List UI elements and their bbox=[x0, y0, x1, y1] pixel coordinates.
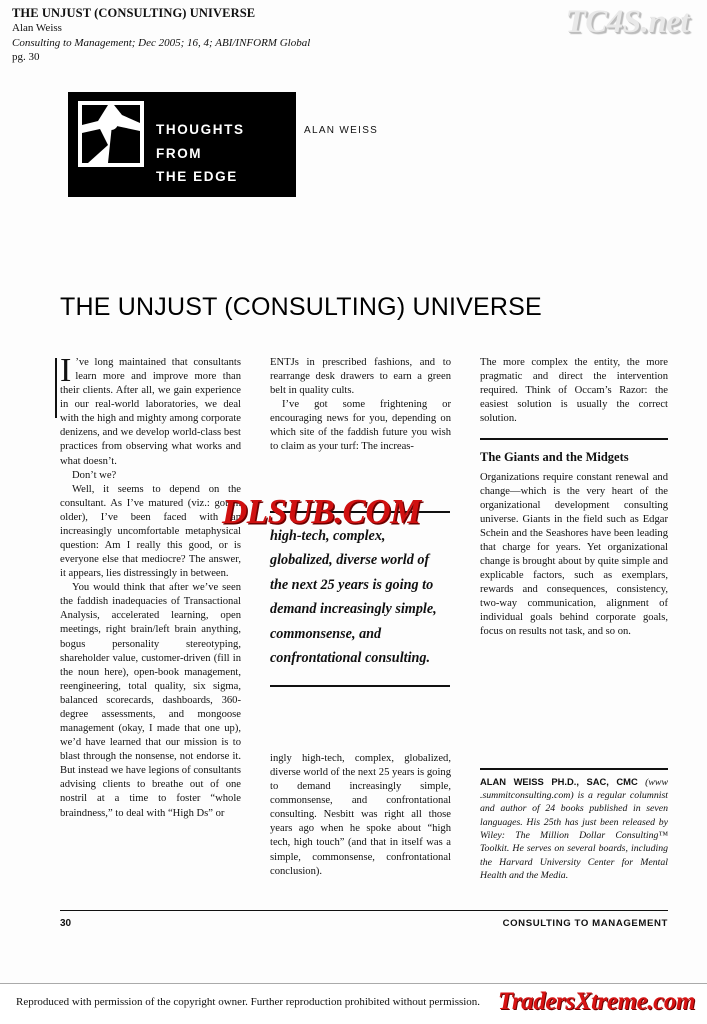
pull-quote-rule-bottom bbox=[270, 685, 450, 687]
column-1 bbox=[60, 352, 241, 821]
masthead-line-3: THE EDGE bbox=[156, 169, 238, 185]
column-2-continued bbox=[270, 752, 451, 879]
masthead-line-2: FROM bbox=[156, 145, 203, 161]
page-number: 30 bbox=[60, 918, 72, 929]
column-3 bbox=[480, 356, 668, 640]
page-title: THE UNJUST (CONSULTING) UNIVERSE bbox=[60, 292, 542, 321]
paragraph: Well, it seems to depend on the consultant. As I’ve matured (viz.: gotten older), I’ve been faced with an increasingly uncomfortable metaphysical question: Am I really this good, or is everyone else that mediocre? The answer, it appears, lies distressingly in between. bbox=[60, 483, 241, 580]
author-byline: ALAN WEISS bbox=[304, 125, 379, 136]
masthead-text bbox=[156, 118, 245, 189]
citation-title: THE UNJUST (CONSULTING) UNIVERSE bbox=[12, 6, 256, 20]
article-body bbox=[60, 352, 668, 901]
section-heading: The Giants and the Midgets bbox=[480, 449, 629, 464]
paragraph: ingly high-tech, complex, globalized, diverse world of the next 25 years is going to demand increasingly simple, commonsense, and confrontational consulting. Nesbitt was right all those years ago when he spoke about “high tech, high touch” (and that in itself was a simple, commonsense, confrontational conclusion). bbox=[270, 753, 451, 877]
reproduction-notice: Reproduced with permission of the copyright owner. Further reproduction prohibited without permission. bbox=[16, 996, 481, 1008]
column-2 bbox=[270, 356, 451, 455]
paragraph: Don’t we? bbox=[72, 469, 117, 481]
paragraph: ENTJs in prescribed fashions, and to rearrange desk drawers to earn a green belt in quality cults. bbox=[270, 357, 451, 397]
bio-text: (www .summitconsulting.com) is a regular columnist and author of 24 books published in seven languages. His 25th has just been released by Wiley: The Million Dollar Consulting™ Toolkit. He serves on several boards, including the Harvard University Center for Mental Health and the Media. bbox=[480, 776, 668, 881]
paragraph: You would think that after we’ve seen the faddish inadequacies of Transactional Analysis, accelerated learning, open meetings, right brain/left brain anything, bogus personality stereotyping, shareholder value, customer-driven (fill in the noun here), open-book management, reengineering, total quality, six sigma, balanced scorecards, dashboards, 360-degree assessments, and mongoose management (okay, I made that one up), we’d have learned that our mission is to blast through the nonsense, not endorse it. But instead we have legions of consultants advising clients to breathe out of one nostril at a time to foster “whole braindness,” to deal with “High Ds” or bbox=[60, 582, 241, 819]
watermark-top-right: TC4S.net bbox=[565, 4, 689, 40]
column-rule bbox=[55, 358, 57, 418]
abstract-mark-icon bbox=[78, 101, 144, 167]
watermark-center: DLSUB.COM bbox=[222, 492, 421, 531]
journal-name: CONSULTING TO MANAGEMENT bbox=[502, 918, 668, 929]
masthead-banner bbox=[68, 92, 296, 197]
reproduction-bar bbox=[0, 983, 707, 1024]
masthead-line-1: THOUGHTS bbox=[156, 122, 245, 137]
footer-rule bbox=[60, 910, 668, 911]
paragraph-text: ’ve long maintained that consultants learn more and improve more than their clients. After all, we gain experience in our real-world laboratories, we deal with the high and mighty among corporate denizens, and we develop world-class best practices from observing what works and what doesn’t. bbox=[60, 357, 241, 467]
bio-rule bbox=[480, 768, 668, 770]
paragraph bbox=[60, 352, 241, 469]
paragraph: The more complex the entity, the more pragmatic and direct the intervention required. Think of Occam’s Razor: the easiest solution is usually the correct solution. bbox=[480, 357, 668, 425]
bio-name: ALAN WEISS PH.D., SAC, CMC bbox=[480, 775, 638, 787]
paragraph: I’ve got some frightening or encouraging news for you, depending on which site of the faddish future you wish to claim as your turf: The increas- bbox=[270, 399, 451, 453]
paragraph: Organizations require constant renewal and change—which is the very heart of the organizational development consulting universe. Giants in the field such as Edgar Schein and the Seashores have been leading that charge for years. Yet organizational change is brought about by quite simple and explicable factors, such as exemplars, rewards and consequences, consistency, two-way communication, alignment of individual goals behind corporate goals, focus on results not task, and so on. bbox=[480, 471, 668, 638]
drop-cap: I bbox=[60, 352, 72, 389]
section-rule bbox=[480, 438, 668, 440]
citation-source: Consulting to Management; Dec 2005; 16, 4; ABI/INFORM Global bbox=[12, 36, 311, 49]
watermark-bottom-right: TradersXtreme.com bbox=[497, 988, 695, 1015]
citation-block bbox=[12, 6, 432, 64]
citation-page: pg. 30 bbox=[12, 51, 40, 64]
pull-quote bbox=[270, 524, 450, 671]
pull-quote-text: high-tech, complex, globalized, diverse world of the next 25 years is going to demand increasingly simple, commonsense, and confrontational consulting. bbox=[270, 528, 437, 667]
author-bio bbox=[480, 768, 668, 882]
citation-author: Alan Weiss bbox=[12, 22, 62, 35]
